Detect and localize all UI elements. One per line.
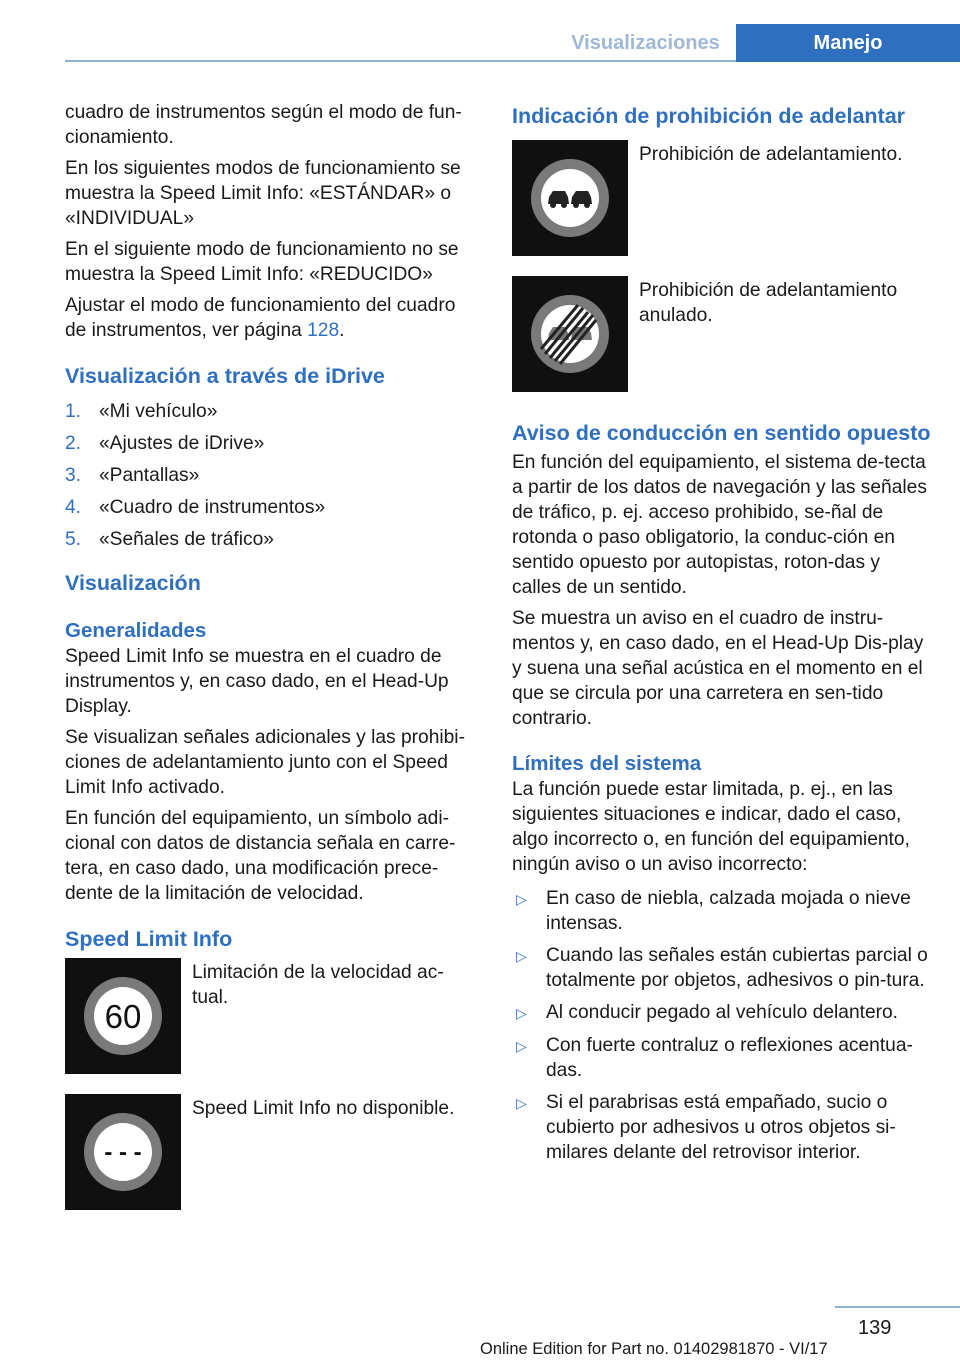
list-item: 3. «Pantallas»: [65, 465, 200, 486]
tab-section[interactable]: Visualizaciones: [571, 31, 720, 54]
list-item: 5. «Señales de tráfico»: [65, 529, 274, 550]
heading-idrive: Visualización a través de iDrive: [65, 364, 385, 388]
sign-row-not-available: [65, 1094, 477, 1210]
left-column: [65, 100, 477, 1210]
page-number: 139: [858, 1317, 892, 1339]
paragraph: En función del equipamiento, un símbolo adi‐cional con datos de distancia señala en carre‐tera, en caso dado, una modificación prece‐dente de la limitación de velocidad.: [65, 808, 456, 904]
heading-overtake: Indicación de prohibición de adelantar: [512, 104, 906, 128]
sign-na-value: - - -: [104, 1139, 142, 1166]
tab-chapter[interactable]: Manejo: [736, 24, 960, 62]
no-overtaking-sign: [512, 140, 628, 256]
paragraph: En los siguientes modos de funcionamiento se muestra la Speed Limit Info: «ESTÁNDAR» o «INDIVIDUAL»: [65, 158, 461, 229]
paragraph: Se muestra un aviso en el cuadro de instru‐mentos y, en caso dado, en el Head-Up Dis‐play y suena una señal acústica en el momento en el que se circula por una carretera en sen‐tido contrario.: [512, 608, 924, 729]
end-no-overtaking-sign: [512, 276, 628, 392]
sign-description: Limitación de la velocidad ac‐tual.: [192, 962, 444, 1008]
bullet-triangle-icon: ▷: [516, 891, 527, 907]
paragraph: Ajustar el modo de funcionamiento del cuadro de instrumentos, ver página 128.: [65, 295, 456, 341]
heading-limits: Límites del sistema: [512, 752, 702, 775]
list-item: ▷ En caso de niebla, calzada mojada o nieve intensas.: [512, 886, 932, 936]
footer-rule: [835, 1306, 960, 1308]
list-item: 2. «Ajustes de iDrive»: [65, 433, 265, 454]
limits-list: [512, 886, 932, 1165]
heading-visualization: Visualización: [65, 571, 201, 595]
list-item: 4. «Cuadro de instrumentos»: [65, 497, 326, 518]
heading-wrong-way: Aviso de conducción en sentido opuesto: [512, 421, 931, 445]
paragraph: En función del equipamiento, el sistema de‐tecta a partir de los datos de navegación y las señales de tráfico, p. ej. acceso prohibido, se‐ñal de rotonda o paso obligatorio, la conduc‐ción en sentido opuesto por autopistas, roton‐das y calles de un sentido.: [512, 452, 927, 598]
sign-row-no-overtaking: [512, 140, 932, 256]
list-item: ▷ Si el parabrisas está empañado, sucio o cubierto por adhesivos u otros objetos si‐milares delante del retrovisor interior.: [512, 1090, 932, 1165]
paragraph: cuadro de instrumentos según el modo de fun‐cionamiento.: [65, 102, 462, 148]
page-link[interactable]: 128: [307, 320, 340, 341]
sign-description: Prohibición de adelantamiento.: [639, 144, 903, 165]
list-item: ▷ Con fuerte contraluz o reflexiones acentua‐das.: [512, 1033, 932, 1083]
bullet-triangle-icon: ▷: [516, 1005, 527, 1021]
heading-speed-limit-info: Speed Limit Info: [65, 927, 233, 951]
bullet-triangle-icon: ▷: [516, 948, 527, 964]
list-item: ▷ Al conducir pegado al vehículo delantero.: [512, 1000, 932, 1026]
sign-row-speed-limit: [65, 958, 477, 1074]
heading-general: Generalidades: [65, 619, 207, 642]
sign-description: Prohibición de adelantamiento anulado.: [639, 280, 898, 326]
edition-note: Online Edition for Part no. 01402981870 - VI/17: [480, 1340, 828, 1358]
cars-icon: [530, 158, 610, 238]
speed-limit-unavailable-sign: [65, 1094, 181, 1210]
cars-crossed-icon: [530, 294, 610, 374]
bullet-triangle-icon: ▷: [516, 1095, 527, 1111]
paragraph: Speed Limit Info se muestra en el cuadro de instrumentos y, en caso dado, en el Head-Up Display.: [65, 646, 449, 717]
sign-description: Speed Limit Info no disponible.: [192, 1098, 455, 1119]
bullet-triangle-icon: ▷: [516, 1038, 527, 1054]
list-item: ▷ Cuando las señales están cubiertas parcial o totalmente por objetos, adhesivos o pin‐tura.: [512, 943, 932, 993]
right-column: [512, 100, 932, 1172]
paragraph: Se visualizan señales adicionales y las prohibi‐ciones de adelantamiento junto con el Speed Limit Info activado.: [65, 727, 465, 798]
list-item: 1. «Mi vehículo»: [65, 401, 218, 422]
paragraph: La función puede estar limitada, p. ej., en las siguientes situaciones e indicar, dado el caso, algo incorrecto o, en función del equipamiento, ningún aviso o un aviso incorrecto:: [512, 779, 910, 875]
paragraph: En el siguiente modo de funcionamiento no se muestra la Speed Limit Info: «REDUCIDO»: [65, 239, 459, 285]
sign-60-value: 60: [104, 998, 142, 1035]
sign-row-end-no-overtaking: [512, 276, 932, 392]
steps-list: [65, 399, 477, 552]
speed-limit-60-sign: [65, 958, 181, 1074]
